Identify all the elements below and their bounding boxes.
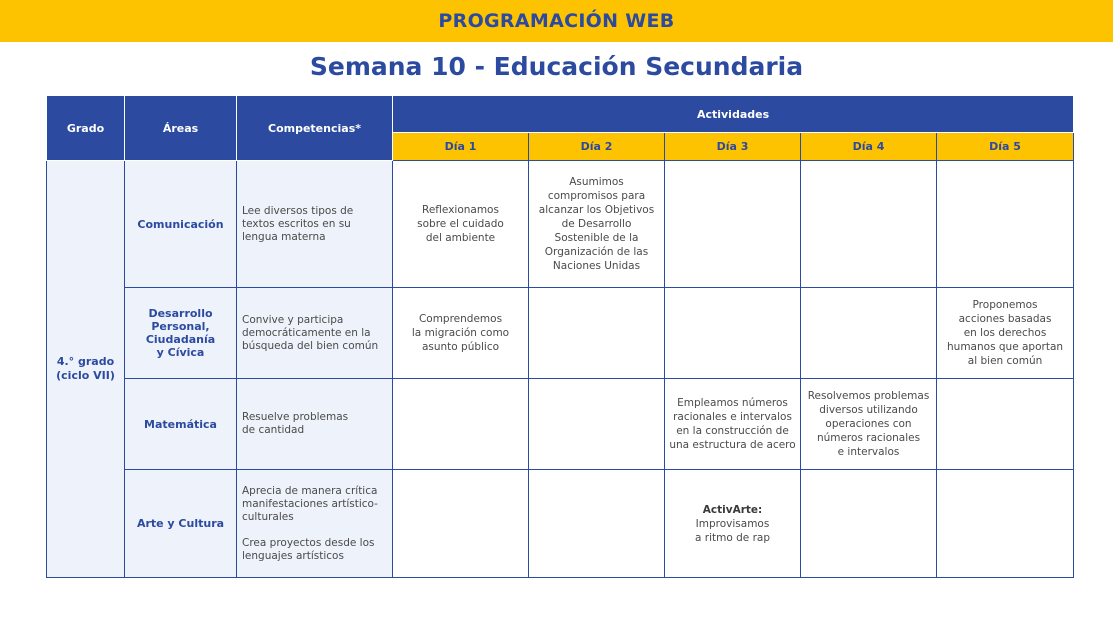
activity-cell bbox=[665, 288, 801, 379]
header-actividades: Actividades bbox=[393, 96, 1074, 133]
header-day-3: Día 3 bbox=[665, 133, 801, 161]
top-banner bbox=[0, 0, 1113, 42]
page-title: Semana 10 - Educación Secundaria bbox=[309, 52, 804, 81]
header-competencias: Competencias* bbox=[237, 96, 393, 161]
activity-cell bbox=[937, 470, 1074, 578]
activity-cell bbox=[393, 379, 529, 470]
activity-cell bbox=[937, 161, 1074, 288]
header-day-2: Día 2 bbox=[529, 133, 665, 161]
schedule-table bbox=[46, 95, 1074, 578]
activity-cell bbox=[529, 379, 665, 470]
activity-cell: Empleamos números racionales e intervalos en la construcción de una estructura de acero bbox=[665, 379, 801, 470]
activity-cell bbox=[665, 161, 801, 288]
activity-cell bbox=[665, 470, 801, 578]
competencia-text: Resuelve problemas de cantidad bbox=[237, 379, 393, 470]
activarte-label: ActivArte: bbox=[702, 503, 763, 516]
grade-label: 4.° grado (ciclo VII) bbox=[47, 161, 125, 578]
activity-cell: Resolvemos problemas diversos utilizando operaciones con números racionales e intervalos bbox=[801, 379, 937, 470]
area-label: Comunicación bbox=[125, 161, 237, 288]
table-row bbox=[47, 470, 1074, 578]
table-row bbox=[47, 288, 1074, 379]
area-label: Matemática bbox=[125, 379, 237, 470]
competencia-2: Crea proyectos desde los lenguajes artísticos bbox=[242, 536, 375, 562]
header-areas: Áreas bbox=[125, 96, 237, 161]
activity-cell bbox=[393, 470, 529, 578]
activity-cell: Comprendemos la migración como asunto público bbox=[393, 288, 529, 379]
header-grado: Grado bbox=[47, 96, 125, 161]
competencia-1: Aprecia de manera crítica manifestaciones artístico- culturales bbox=[242, 484, 378, 523]
competencia-text bbox=[237, 470, 393, 578]
competencia-text: Convive y participa democráticamente en la búsqueda del bien común bbox=[237, 288, 393, 379]
activity-cell bbox=[529, 288, 665, 379]
header-day-4: Día 4 bbox=[801, 133, 937, 161]
area-label: Arte y Cultura bbox=[125, 470, 237, 578]
header-day-1: Día 1 bbox=[393, 133, 529, 161]
activity-cell: Reflexionamos sobre el cuidado del ambiente bbox=[393, 161, 529, 288]
activity-cell bbox=[801, 470, 937, 578]
table-row bbox=[47, 161, 1074, 288]
activity-cell: Asumimos compromisos para alcanzar los Objetivos de Desarrollo Sostenible de la Organización de las Naciones Unidas bbox=[529, 161, 665, 288]
activity-cell: Proponemos acciones basadas en los derechos humanos que aportan al bien común bbox=[937, 288, 1074, 379]
banner-title: PROGRAMACIÓN WEB bbox=[438, 10, 675, 32]
header-day-5: Día 5 bbox=[937, 133, 1074, 161]
activity-cell bbox=[937, 379, 1074, 470]
area-label: Desarrollo Personal, Ciudadanía y Cívica bbox=[125, 288, 237, 379]
table-row bbox=[47, 379, 1074, 470]
activity-cell bbox=[801, 288, 937, 379]
activity-cell bbox=[801, 161, 937, 288]
activity-cell bbox=[529, 470, 665, 578]
activarte-text: Improvisamos a ritmo de rap bbox=[695, 517, 770, 544]
competencia-text: Lee diversos tipos de textos escritos en su lengua materna bbox=[237, 161, 393, 288]
